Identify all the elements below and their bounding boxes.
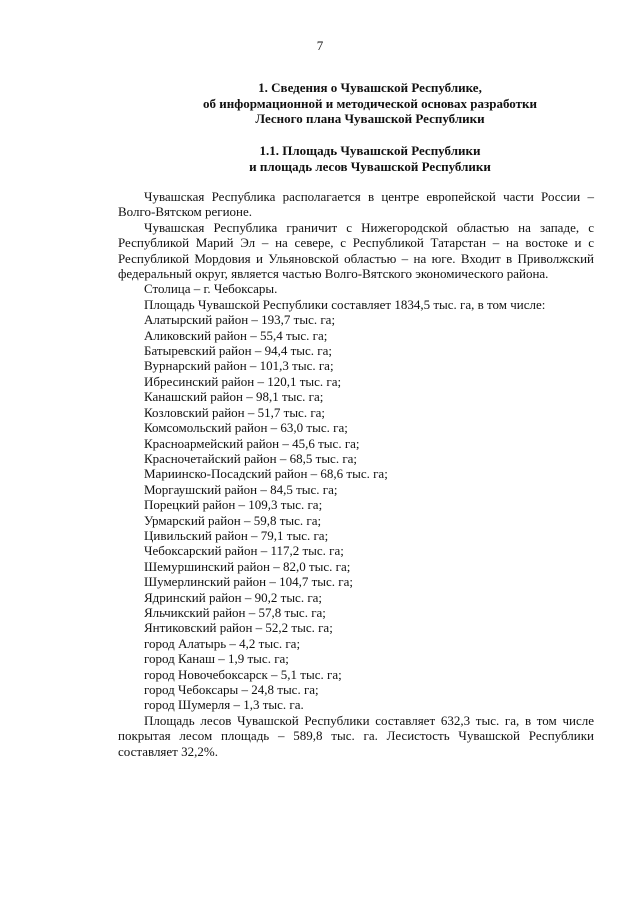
district-list-item: Яльчикский район – 57,8 тыс. га;: [144, 604, 326, 620]
body-text: [118, 189, 594, 759]
paragraph-borders: Чувашская Республика граничит с Нижегородской областью на западе, с Республикой Марий Эл – на севере, с Республикой Татарстан – на востоке и с Республикой Мордовия и Ульяновской областью – на юге. Входит в Приволжский федеральный округ, является частью Волго-Вятского экономического района.: [118, 219, 594, 282]
district-list-item: Канашский район – 98,1 тыс. га;: [144, 389, 324, 405]
district-list-item: Шемуршинский район – 82,0 тыс. га;: [144, 558, 351, 574]
paragraph-location: Чувашская Республика располагается в центре европейской части России – Волго-Вятском регионе.: [118, 189, 594, 220]
section-heading: [80, 80, 640, 127]
district-list-item: Батыревский район – 94,4 тыс. га;: [144, 343, 332, 359]
district-list-item: Шумерлинский район – 104,7 тыс. га;: [144, 574, 354, 590]
district-list-item: Чебоксарский район – 117,2 тыс. га;: [144, 543, 344, 559]
district-list-item: город Новочебоксарск – 5,1 тыс. га;: [144, 666, 342, 682]
district-list-item: город Чебоксары – 24,8 тыс. га;: [144, 682, 319, 697]
subsection-heading-line: 1.1. Площадь Чувашской Республики: [259, 143, 481, 158]
district-list-item: Вурнарский район – 101,3 тыс. га;: [144, 358, 334, 374]
area-intro-line: Площадь Чувашской Республики составляет 1834,5 тыс. га, в том числе:: [144, 296, 546, 312]
district-list-item: Цивильский район – 79,1 тыс. га;: [144, 527, 329, 543]
page-number: 7: [316, 38, 324, 53]
subsection-heading: [80, 143, 640, 174]
district-list: [118, 312, 594, 713]
district-list-item: Ядринский район – 90,2 тыс. га;: [144, 589, 323, 605]
district-list-item: Аликовский район – 55,4 тыс. га;: [144, 327, 328, 343]
district-list-item: Янтиковский район – 52,2 тыс. га;: [144, 620, 333, 636]
district-list-item: город Шумерля – 1,3 тыс. га.: [144, 697, 304, 713]
district-list-item: Алатырский район – 193,7 тыс. га;: [144, 312, 336, 328]
district-list-item: Моргаушский район – 84,5 тыс. га;: [144, 481, 338, 497]
section-heading-line: 1. Сведения о Чувашской Республике,: [258, 80, 482, 95]
district-list-item: Красночетайский район – 68,5 тыс. га;: [144, 450, 358, 466]
district-list-item: Мариинско-Посадский район – 68,6 тыс. га;: [144, 466, 388, 482]
section-heading-line: об информационной и методической основах разработки: [202, 95, 537, 111]
district-list-item: Козловский район – 51,7 тыс. га;: [144, 404, 326, 420]
district-list-item: город Канаш – 1,9 тыс. га;: [144, 651, 289, 667]
district-list-item: Комсомольский район – 63,0 тыс. га;: [144, 420, 348, 436]
subsection-heading-line: и площадь лесов Чувашской Республики: [249, 158, 491, 174]
district-list-item: Ибресинский район – 120,1 тыс. га;: [144, 373, 342, 389]
district-list-item: Порецкий район – 109,3 тыс. га;: [144, 497, 323, 513]
paragraph-forest: Площадь лесов Чувашской Республики составляет 632,3 тыс. га, в том числе покрытая лесом площадь – 589,8 тыс. га. Лесистость Чувашской Республики составляет 32,2%.: [118, 712, 594, 759]
capital-line: Столица – г. Чебоксары.: [144, 281, 278, 297]
district-list-item: город Алатырь – 4,2 тыс. га;: [144, 635, 301, 651]
district-list-item: Урмарский район – 59,8 тыс. га;: [144, 512, 322, 528]
district-list-item: Красноармейский район – 45,6 тыс. га;: [144, 435, 360, 451]
section-heading-line: Лесного плана Чувашской Республики: [255, 111, 485, 126]
